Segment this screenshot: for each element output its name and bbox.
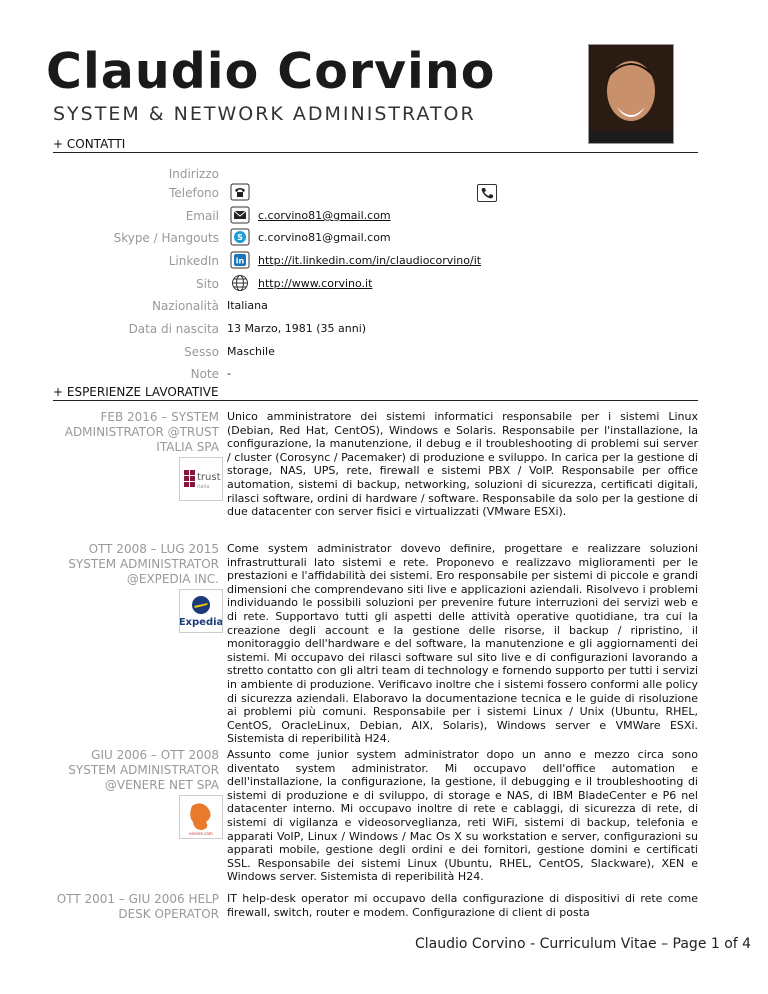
contact-label: Note xyxy=(190,367,219,381)
contact-row-email xyxy=(53,206,698,226)
contact-row-birthdate xyxy=(53,319,698,339)
cv-subtitle: SYSTEM & NETWORK ADMINISTRATOR xyxy=(53,103,476,125)
contact-row-skype xyxy=(53,228,698,248)
contacts-divider xyxy=(53,152,698,153)
experience-divider xyxy=(53,400,698,401)
skype-value: c.corvino81@gmail.com xyxy=(258,231,391,244)
phone-icon xyxy=(230,183,250,201)
contact-row-address xyxy=(53,164,698,184)
contact-label: LinkedIn xyxy=(168,254,219,268)
email-link[interactable]: c.corvino81@gmail.com xyxy=(258,209,391,222)
contact-label: Telefono xyxy=(169,186,219,200)
job-period: OTT 2001 – GIU 2006 HELP DESK OPERATOR xyxy=(56,892,219,921)
contact-row-nationality xyxy=(53,296,698,316)
page-footer: Claudio Corvino - Curriculum Vitae – Page 1 of 4 xyxy=(415,936,752,952)
job-period: FEB 2016 – SYSTEM ADMINISTRATOR @TRUST ITALIA SPA xyxy=(64,410,219,454)
job-description: Unico amministratore dei sistemi informatici responsabile per i sistemi Linux (Debian, Red Hat, CentOS), Windows e Solaris. Responsabile per l'installazione, la configurazione, la manutenzione, il debug e il troubleshooting di problemi sui server / cluster (Corosync / Pacemaker) di produzione e sviluppo. In carica per la gestione di storage, NAS, UPS, rete, firewall e sistemi PBX / VoIP. Responsabile per office automation, sistemi di backup, networking, soluzioni di sicurezza, certificati digitali, rilasci software, ordini di hardware / software. Responsabile da solo per la gestione di due datacenter con server fisici e virtualizzati (VMware ESXi). xyxy=(227,410,698,519)
contact-value: 13 Marzo, 1981 (35 anni) xyxy=(227,322,367,335)
svg-text:venere.com: venere.com xyxy=(189,831,213,836)
contact-row-phone xyxy=(53,183,698,203)
contact-label: Sesso xyxy=(184,345,219,359)
venere-logo xyxy=(179,795,223,839)
contact-label: Skype / Hangouts xyxy=(113,231,219,245)
envelope-icon xyxy=(230,206,250,224)
job-period: GIU 2006 – OTT 2008 SYSTEM ADMINISTRATOR @VENERE NET SPA xyxy=(68,748,219,792)
svg-text:in: in xyxy=(235,256,245,266)
contact-value: - xyxy=(227,367,231,380)
contact-row-site xyxy=(53,274,698,294)
job-description: Come system administrator dovevo definire, progettare e realizzare soluzioni infrastrutturali lato sistemi e rete. Proponevo e realizzavo miglioramenti per le prestazioni e l'affidabilità dei sistemi. Ero responsabile per sistemi di piccole e grandi dimensioni che comprendevano siti live e applicazioni aziendali. Risolvevo i problemi individuando le possibili soluzioni per prevenire future interruzioni dei servizi web e di rete. Supportavo tutti gli aspetti delle attività operative quotidiane, tra cui la creazione degli account e la gestione delle risorse, il backup / ripristino, il monitoraggio dell'hardware e del software, la manutenzione e gli aggiornamenti dei sistemi. Mi occupavo dei rilasci software sul sito live e di configurazioni lavorando a stretto contatto con gli altri team di technology e fornendo supporto per tutti i servizi in ambiente di produzione. Verificavo inoltre che i sistemi fossero conformi alle policy di sicurezza aziendali. Elaboravo la documentazione tecnica e le guide di risoluzione ai problemi più comuni. Responsabile per i sistemi Linux / Unix (Ubuntu, RHEL, CentOS, OracleLinux, Debian, AIX, Solaris), Windows server e VMWare ESXi. Sistemista di reperibilità H24. xyxy=(227,542,698,746)
svg-text:italia: italia xyxy=(197,484,210,490)
job-description: IT help-desk operator mi occupavo della configurazione di dispositivi di rete come firewall, switch, router e modem. Configurazione di client di posta xyxy=(227,892,698,919)
expedia-logo xyxy=(179,589,223,633)
contact-label: Email xyxy=(185,209,219,223)
cv-name: Claudio Corvino xyxy=(46,43,496,100)
contact-label: Sito xyxy=(196,277,219,291)
contact-value: Italiana xyxy=(227,299,268,312)
contact-row-gender xyxy=(53,342,698,362)
trust-logo xyxy=(179,457,223,501)
job-description: Assunto come junior system administrator dopo un anno e mezzo circa sono diventato system administrator. Mi occupavo dell'office automation e dell'installazione, la configurazione, la gestione, il debugging e il troubleshooting di sistemi di produzione e di sviluppo, di storage e NAS, di IBM BladeCenter e P6 nel datacenter interno. Mi occupavo inoltre di rete e cablaggi, di sicurezza di rete, di sistemi di vigilanza e videosorveglianza, reti WiFi, sistemi di backup, telefonia e apparati VoIP, Linux / Windows / Mac Os X su workstation e server, configurazioni su apparati mobile, gestione degli ordini e dei fornitori, gestione domini e certificati SSL. Responsabile dei sistemi Linux (Ubuntu, RHEL, CentOS, Slackware), XEN e Windows server. Sistemista di reperibilità H24. xyxy=(227,748,698,884)
svg-text:S: S xyxy=(237,233,243,242)
linkedin-icon xyxy=(230,251,250,269)
mobile-phone-icon xyxy=(477,184,497,202)
linkedin-link[interactable]: http://it.linkedin.com/in/claudiocorvino/it xyxy=(258,254,482,267)
contact-row-notes xyxy=(53,364,698,384)
skype-icon xyxy=(230,228,250,246)
svg-text:Expedia: Expedia xyxy=(180,617,222,628)
contact-label: Indirizzo xyxy=(168,167,219,181)
experience-section-title: + ESPERIENZE LAVORATIVE xyxy=(53,385,219,399)
contacts-section-title: + CONTATTI xyxy=(53,137,126,151)
profile-photo xyxy=(588,44,674,144)
globe-icon xyxy=(230,274,250,292)
svg-text:trust: trust xyxy=(197,472,221,483)
contact-value: Maschile xyxy=(227,345,275,358)
site-link[interactable]: http://www.corvino.it xyxy=(258,277,373,290)
contact-row-linkedin xyxy=(53,251,698,271)
contact-label: Data di nascita xyxy=(128,322,219,336)
job-period: OTT 2008 – LUG 2015 SYSTEM ADMINISTRATOR @EXPEDIA INC. xyxy=(68,542,219,586)
contact-label: Nazionalità xyxy=(152,299,219,313)
